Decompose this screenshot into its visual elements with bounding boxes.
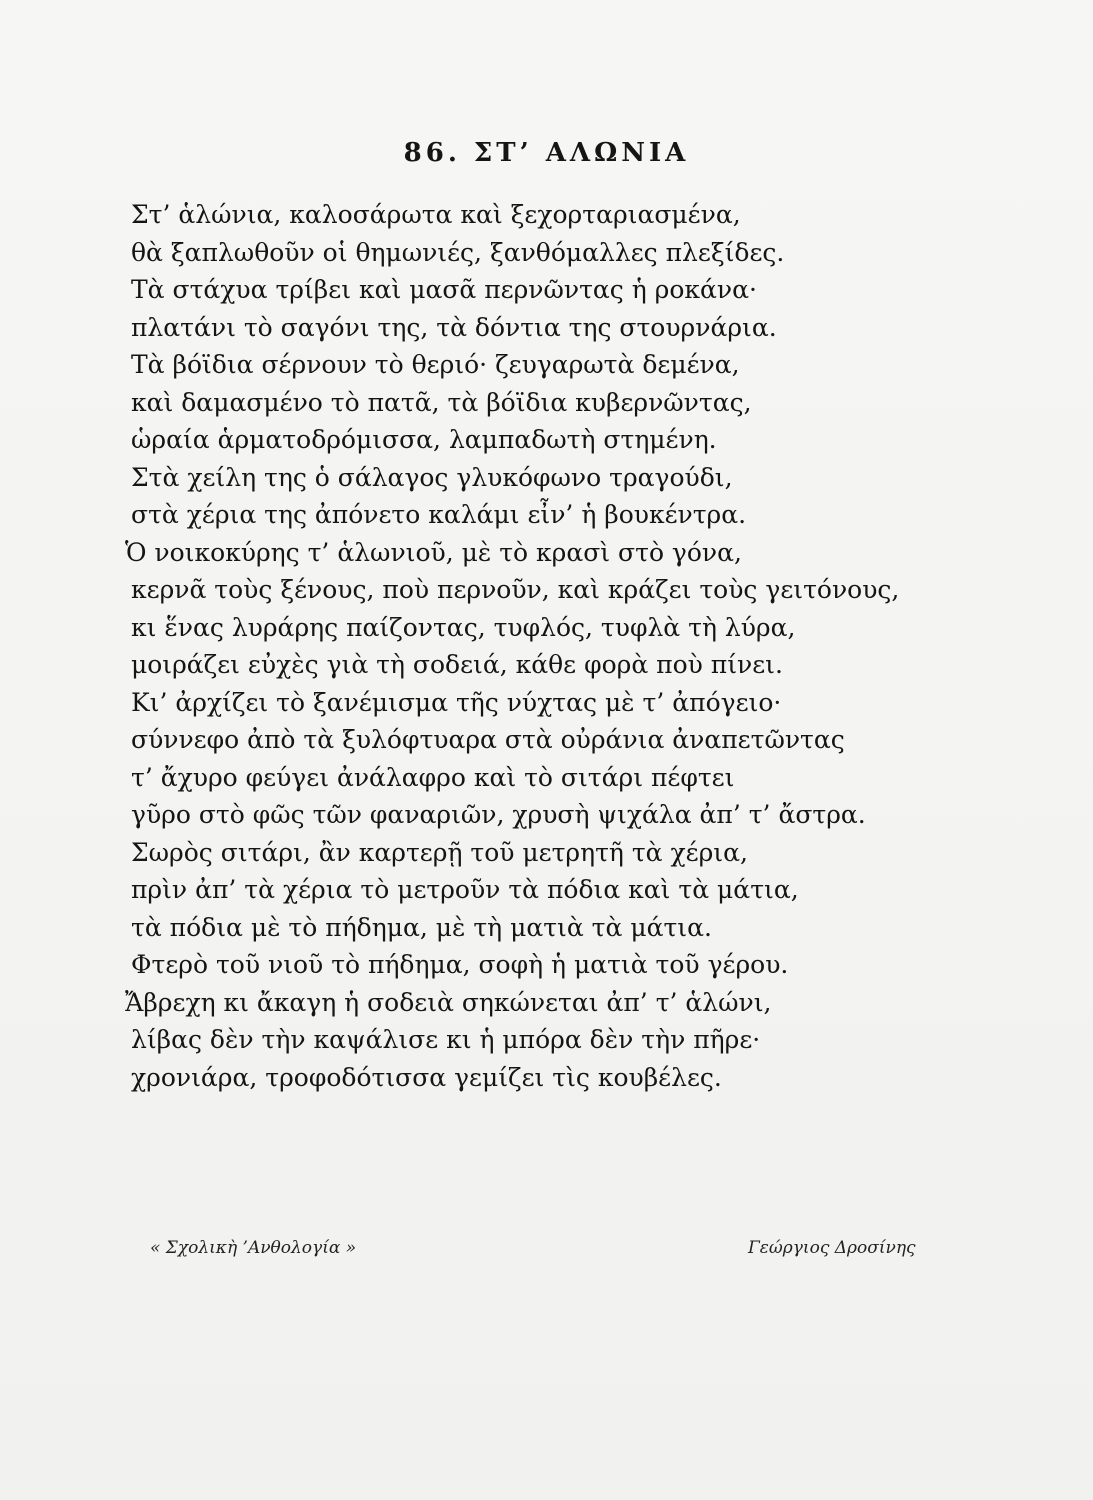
poem-line: καὶ δαμασμένο τὸ πατᾶ, τὰ βόϊδια κυβερνῶντας, [131, 387, 752, 417]
poem-line: μοιράζει εὐχὲς γιὰ τὴ σοδειά, κάθε φορὰ ποὺ πίνει. [131, 650, 783, 679]
poem-line: τ’ ἄχυρο φεύγει ἀνάλαφρο καὶ τὸ σιτάρι πέφτει [131, 762, 735, 792]
poem-title: 86. ΣΤ’ ΑΛΩΝΙΑ [403, 138, 690, 168]
poem-line: θὰ ξαπλωθοῦν οἱ θημωνιές, ξανθόμαλλες πλεξίδες. [131, 237, 785, 267]
poem-line: γῦρο στὸ φῶς τῶν φαναριῶν, χρυσὴ ψιχάλα ἀπ’ τ’ ἄστρα. [131, 800, 866, 829]
poem-line: πρὶν ἀπ’ τὰ χέρια τὸ μετροῦν τὰ πόδια καὶ τὰ μάτια, [131, 875, 799, 904]
poem-line: Τὰ βόϊδια σέρνουν τὸ θεριό· ζευγαρωτὰ δεμένα, [131, 350, 740, 379]
author-name: Γεώργιος Δροσίνης [748, 1238, 916, 1258]
poem-line: Τὰ στάχυα τρίβει καὶ μασᾶ περνῶντας ἡ ροκάνα· [131, 275, 757, 304]
poem-line: Στ’ ἁλώνια, καλοσάρωτα καὶ ξεχορταριασμένα, [131, 200, 741, 229]
poem-line: Ὁ νοικοκύρης τ’ ἁλωνιοῦ, μὲ τὸ κρασὶ στὸ γόνα, [125, 537, 742, 567]
poem-body [125, 196, 1031, 1096]
poem-line: χρονιάρα, τροφοδότισσα γεμίζει τὶς κουβέλες. [131, 1062, 722, 1092]
source-citation: « Σχολικὴ ’Ανθολογία » [150, 1238, 357, 1258]
poem-line: Φτερὸ τοῦ νιοῦ τὸ πήδημα, σοφὴ ἡ ματιὰ τοῦ γέρου. [131, 950, 789, 979]
poem-line: λίβας δὲν τὴν καψάλισε κι ἡ μπόρα δὲν τὴν πῆρε· [131, 1025, 761, 1054]
poem-line: Σωρὸς σιτάρι, ἂν καρτερῇ τοῦ μετρητῆ τὰ χέρια, [131, 837, 748, 867]
poem-line: κι ἕνας λυράρης παίζοντας, τυφλός, τυφλὰ τὴ λύρα, [131, 612, 796, 642]
poem-line: σύννεφο ἀπὸ τὰ ξυλόφτυαρα στὰ οὐράνια ἀναπετῶντας [131, 725, 845, 754]
poem-line: Ἄβρεχη κι ἄκαγη ἡ σοδειὰ σηκώνεται ἀπ’ τ’ ἁλώνι, [125, 987, 772, 1017]
poem-line: τὰ πόδια μὲ τὸ πήδημα, μὲ τὴ ματιὰ τὰ μάτια. [131, 912, 712, 942]
poem-line: κερνᾶ τοὺς ξένους, ποὺ περνοῦν, καὶ κράζει τοὺς γειτόνους, [131, 575, 900, 604]
poem-line: ὡραία ἁρματοδρόμισσα, λαμπαδωτὴ στημένη. [131, 425, 717, 454]
poem-line: στὰ χέρια της ἀπόνετο καλάμι εἶν’ ἡ βουκέντρα. [131, 500, 747, 529]
poem-line: πλατάνι τὸ σαγόνι της, τὰ δόντια της στουρνάρια. [131, 312, 777, 342]
poem-line: Στὰ χείλη της ὁ σάλαγος γλυκόφωνο τραγούδι, [131, 462, 733, 492]
poem-line: Κι’ ἀρχίζει τὸ ξανέμισμα τῆς νύχτας μὲ τ’ ἀπόγειο· [131, 687, 782, 717]
